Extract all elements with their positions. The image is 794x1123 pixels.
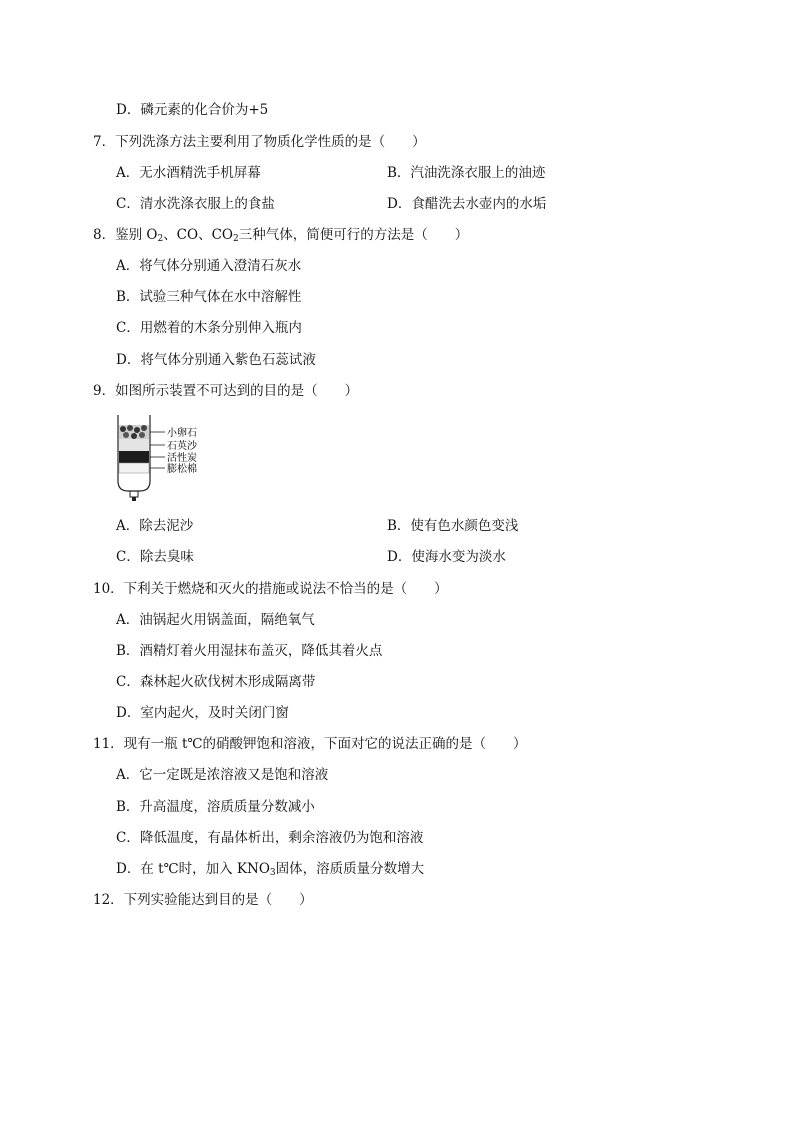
q10-option-a: A．油锅起火用锅盖面，隔绝氧气 bbox=[116, 612, 315, 628]
q8-option-b: B．试验三种气体在水中溶解性 bbox=[116, 289, 302, 305]
q9-stem: 9．如图所示装置不可达到的目的是（ ） bbox=[93, 383, 359, 399]
q8-stem-part: 、CO、CO bbox=[163, 227, 233, 243]
q9-option-d: D．使海水变为淡水 bbox=[387, 549, 506, 565]
q11-option-a: A．它一定既是浓溶液又是饱和溶液 bbox=[116, 767, 329, 783]
q9-option-b: B．使有色水颜色变浅 bbox=[387, 518, 519, 534]
q8-option-c: C．用燃着的木条分别伸入瓶内 bbox=[116, 320, 302, 336]
q8-subscript: 2 bbox=[157, 234, 164, 244]
q10-option-d: D．室内起火，及时关闭门窗 bbox=[116, 705, 289, 721]
filter-label-quartz-sand: 石英沙 bbox=[167, 441, 197, 452]
q8-subscript: 2 bbox=[232, 234, 239, 244]
q11-subscript: 3 bbox=[269, 868, 276, 878]
q8-stem-part: 8．鉴别 O bbox=[93, 227, 158, 243]
filter-label-pebbles: 小卵石 bbox=[167, 428, 197, 439]
q7-option-d: D．食醋洗去水壶内的水垢 bbox=[387, 196, 547, 212]
water-filter-figure bbox=[110, 413, 215, 503]
q8-option-d: D．将气体分别通入紫色石蕊试液 bbox=[116, 352, 316, 368]
q8-stem-part: 三种气体，简便可行的方法是（ ） bbox=[238, 227, 469, 243]
q8-option-a: A．将气体分别通入澄清石灰水 bbox=[116, 258, 302, 274]
filter-label-cotton: 膨松棉 bbox=[167, 464, 197, 475]
q12-stem: 12．下列实验能达到目的是（ ） bbox=[93, 892, 313, 908]
filter-label-activated-carbon: 活性炭 bbox=[167, 453, 197, 464]
q7-option-c: C．清水洗涤衣服上的食盐 bbox=[116, 196, 275, 212]
q7-option-a: A．无水酒精洗手机屏幕 bbox=[116, 165, 261, 181]
q11-option-d bbox=[116, 859, 424, 879]
q11-option-d-part: D．在 t℃时，加入 KNO bbox=[116, 861, 270, 877]
q11-stem: 11．现有一瓶 t℃的硝酸钾饱和溶液，下面对它的说法正确的是（ ） bbox=[93, 736, 527, 752]
q11-option-d-part: 固体，溶质质量分数增大 bbox=[275, 861, 425, 877]
q7-option-b: B．汽油洗涤衣服上的油迹 bbox=[387, 165, 546, 181]
q11-option-b: B．升高温度，溶质质量分数减小 bbox=[116, 799, 315, 815]
q10-option-c: C．森林起火砍伐树木形成隔离带 bbox=[116, 674, 316, 690]
q8-stem bbox=[93, 225, 468, 245]
q9-option-a: A．除去泥沙 bbox=[116, 518, 194, 534]
q10-stem: 10．下利关于燃烧和灭火的措施或说法不恰当的是（ ） bbox=[93, 581, 448, 597]
water-filter-diagram bbox=[110, 413, 215, 503]
q11-option-c: C．降低温度，有晶体析出，剩余溶液仍为饱和溶液 bbox=[116, 830, 424, 846]
q10-option-b: B．酒精灯着火用湿抹布盖灭，降低其着火点 bbox=[116, 643, 383, 659]
q7-stem: 7．下列洗涤方法主要利用了物质化学性质的是（ ） bbox=[93, 134, 426, 150]
q6-option-d: D．磷元素的化合价为+5 bbox=[116, 102, 269, 118]
q9-option-c: C．除去臭味 bbox=[116, 549, 194, 565]
